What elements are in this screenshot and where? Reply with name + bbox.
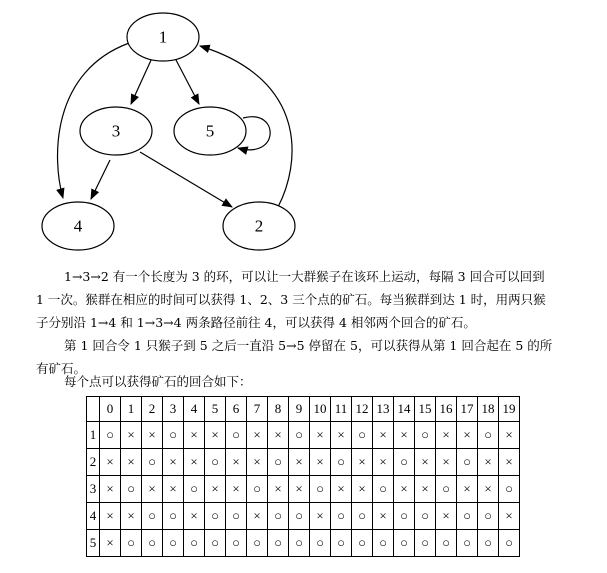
column-header: 9: [289, 397, 310, 422]
table-cell: ×: [457, 476, 478, 503]
table-row: [87, 476, 520, 503]
column-header: 14: [394, 397, 415, 422]
row-label: 1: [87, 422, 100, 449]
table-cell: ○: [478, 422, 499, 449]
table-cell: ×: [436, 449, 457, 476]
table-cell: ○: [268, 503, 289, 530]
table-row: [87, 503, 520, 530]
column-header: 13: [373, 397, 394, 422]
table-cell: ×: [310, 422, 331, 449]
ore-table: [86, 396, 520, 557]
table-row: [87, 422, 520, 449]
table-cell: ○: [163, 503, 184, 530]
table-header-row: [87, 397, 520, 422]
node-5-label: 5: [205, 121, 215, 141]
table-cell: ×: [247, 422, 268, 449]
table-cell: ×: [205, 422, 226, 449]
table-cell: ×: [331, 422, 352, 449]
column-header: 17: [457, 397, 478, 422]
table-cell: ×: [415, 449, 436, 476]
column-header: 15: [415, 397, 436, 422]
column-header: 6: [226, 397, 247, 422]
column-header: 10: [310, 397, 331, 422]
table-cell: ○: [331, 530, 352, 557]
table-row: [87, 449, 520, 476]
table-cell: ×: [415, 476, 436, 503]
row-label: 3: [87, 476, 100, 503]
table-cell: ○: [289, 422, 310, 449]
table-cell: ○: [499, 476, 520, 503]
table-cell: ○: [394, 530, 415, 557]
table-cell: ○: [331, 503, 352, 530]
column-header: 5: [205, 397, 226, 422]
table-row: [87, 530, 520, 557]
table-cell: ○: [289, 530, 310, 557]
table-cell: ○: [163, 422, 184, 449]
table-cell: ○: [268, 530, 289, 557]
table-cell: ○: [457, 503, 478, 530]
table-cell: ○: [331, 449, 352, 476]
column-header: 0: [100, 397, 121, 422]
node-4-label: 4: [73, 216, 83, 236]
table-cell: ○: [352, 422, 373, 449]
table-cell: ○: [310, 530, 331, 557]
table-cell: ○: [478, 503, 499, 530]
node-2-label: 2: [254, 216, 264, 236]
column-header: 8: [268, 397, 289, 422]
table-cell: ×: [289, 449, 310, 476]
edge-1-3: [131, 58, 152, 104]
table-cell: ×: [394, 476, 415, 503]
column-header: 11: [331, 397, 352, 422]
column-header: 2: [142, 397, 163, 422]
table-cell: ×: [331, 476, 352, 503]
table-cell: ×: [478, 449, 499, 476]
node-1-label: 1: [158, 27, 168, 47]
table-cell: ×: [163, 449, 184, 476]
table-cell: ×: [100, 503, 121, 530]
table-cell: ×: [100, 476, 121, 503]
table-cell: ×: [457, 422, 478, 449]
row-label: 4: [87, 503, 100, 530]
ore-table-wrap: [86, 396, 520, 557]
table-cell: ×: [499, 503, 520, 530]
table-cell: ×: [373, 449, 394, 476]
table-cell: ×: [184, 449, 205, 476]
table-cell: ○: [352, 503, 373, 530]
table-cell: ×: [394, 422, 415, 449]
table-cell: ○: [289, 503, 310, 530]
paragraph-table-intro: [36, 370, 602, 393]
table-cell: ×: [184, 503, 205, 530]
p1-line2: 1 一次。猴群在相应的时间可以获得 1、2、3 三个点的矿石。每当猴群到达 1 时，用两只猴: [36, 292, 546, 307]
table-cell: ×: [499, 422, 520, 449]
graph-diagram: [0, 0, 607, 260]
table-cell: ×: [247, 503, 268, 530]
table-cell: ○: [457, 530, 478, 557]
edge-1-5: [175, 58, 199, 104]
edge-3-2: [140, 152, 232, 207]
table-cell: ○: [226, 422, 247, 449]
column-header: 3: [163, 397, 184, 422]
row-label: 2: [87, 449, 100, 476]
table-cell: ○: [394, 449, 415, 476]
table-cell: ○: [373, 476, 394, 503]
table-cell: ×: [121, 422, 142, 449]
table-cell: ×: [352, 476, 373, 503]
table-cell: ○: [415, 530, 436, 557]
table-cell: ○: [100, 422, 121, 449]
column-header: 16: [436, 397, 457, 422]
table-cell: ×: [100, 449, 121, 476]
table-cell: ○: [226, 503, 247, 530]
column-header: 18: [478, 397, 499, 422]
column-header: 1: [121, 397, 142, 422]
table-corner: [87, 397, 100, 422]
table-cell: ×: [226, 449, 247, 476]
table-cell: ○: [184, 476, 205, 503]
table-cell: ×: [142, 422, 163, 449]
row-label: 5: [87, 530, 100, 557]
table-cell: ×: [205, 476, 226, 503]
paragraph-cycle: [36, 265, 602, 334]
column-header: 19: [499, 397, 520, 422]
table-cell: ×: [310, 449, 331, 476]
p2-line2: 有矿石。: [36, 361, 87, 376]
table-cell: ○: [478, 530, 499, 557]
table-cell: ○: [121, 476, 142, 503]
table-cell: ×: [247, 449, 268, 476]
table-cell: ×: [184, 422, 205, 449]
table-cell: ○: [457, 449, 478, 476]
table-cell: ×: [499, 449, 520, 476]
table-cell: ○: [436, 476, 457, 503]
column-header: 4: [184, 397, 205, 422]
p2-line1: 第 1 回合令 1 只猴子到 5 之后一直沿 5→5 停留在 5，可以获得从第 1 回合起在 5 的所: [64, 338, 553, 353]
table-cell: ×: [163, 476, 184, 503]
table-cell: ○: [142, 449, 163, 476]
table-cell: ×: [100, 530, 121, 557]
table-cell: ○: [184, 530, 205, 557]
table-cell: ○: [226, 530, 247, 557]
table-cell: ×: [436, 503, 457, 530]
table-cell: ○: [247, 476, 268, 503]
p3-line1: 每个点可以获得矿石的回合如下：: [64, 374, 252, 389]
table-cell: ○: [205, 449, 226, 476]
table-cell: ×: [142, 476, 163, 503]
table-cell: ○: [352, 530, 373, 557]
table-cell: ○: [310, 476, 331, 503]
table-cell: ×: [226, 476, 247, 503]
table-cell: ×: [121, 503, 142, 530]
column-header: 7: [247, 397, 268, 422]
table-cell: ○: [205, 503, 226, 530]
column-header: 12: [352, 397, 373, 422]
table-cell: ○: [436, 530, 457, 557]
table-cell: ○: [205, 530, 226, 557]
table-cell: ×: [268, 476, 289, 503]
table-cell: ○: [247, 530, 268, 557]
table-cell: ○: [163, 530, 184, 557]
table-cell: ×: [478, 476, 499, 503]
table-cell: ○: [394, 503, 415, 530]
table-cell: ○: [142, 503, 163, 530]
edge-3-4: [91, 160, 110, 199]
p1-line3: 子分别沿 1→4 和 1→3→4 两条路径前往 4，可以获得 4 相邻两个回合的矿石。: [36, 315, 476, 330]
table-cell: ×: [352, 449, 373, 476]
table-cell: ○: [121, 530, 142, 557]
table-cell: ×: [121, 449, 142, 476]
table-cell: ○: [142, 530, 163, 557]
table-cell: ×: [436, 422, 457, 449]
table-cell: ×: [268, 422, 289, 449]
table-cell: ×: [373, 503, 394, 530]
p1-line1: 1→3→2 有一个长度为 3 的环，可以让一大群猴子在该环上运动，每隔 3 回合可以回到: [64, 269, 545, 284]
table-cell: ×: [310, 503, 331, 530]
table-cell: ○: [415, 503, 436, 530]
table-cell: ×: [289, 476, 310, 503]
table-cell: ○: [268, 449, 289, 476]
table-cell: ○: [415, 422, 436, 449]
table-cell: ×: [373, 422, 394, 449]
table-cell: ○: [373, 530, 394, 557]
node-3-label: 3: [111, 121, 121, 141]
table-cell: ○: [499, 530, 520, 557]
